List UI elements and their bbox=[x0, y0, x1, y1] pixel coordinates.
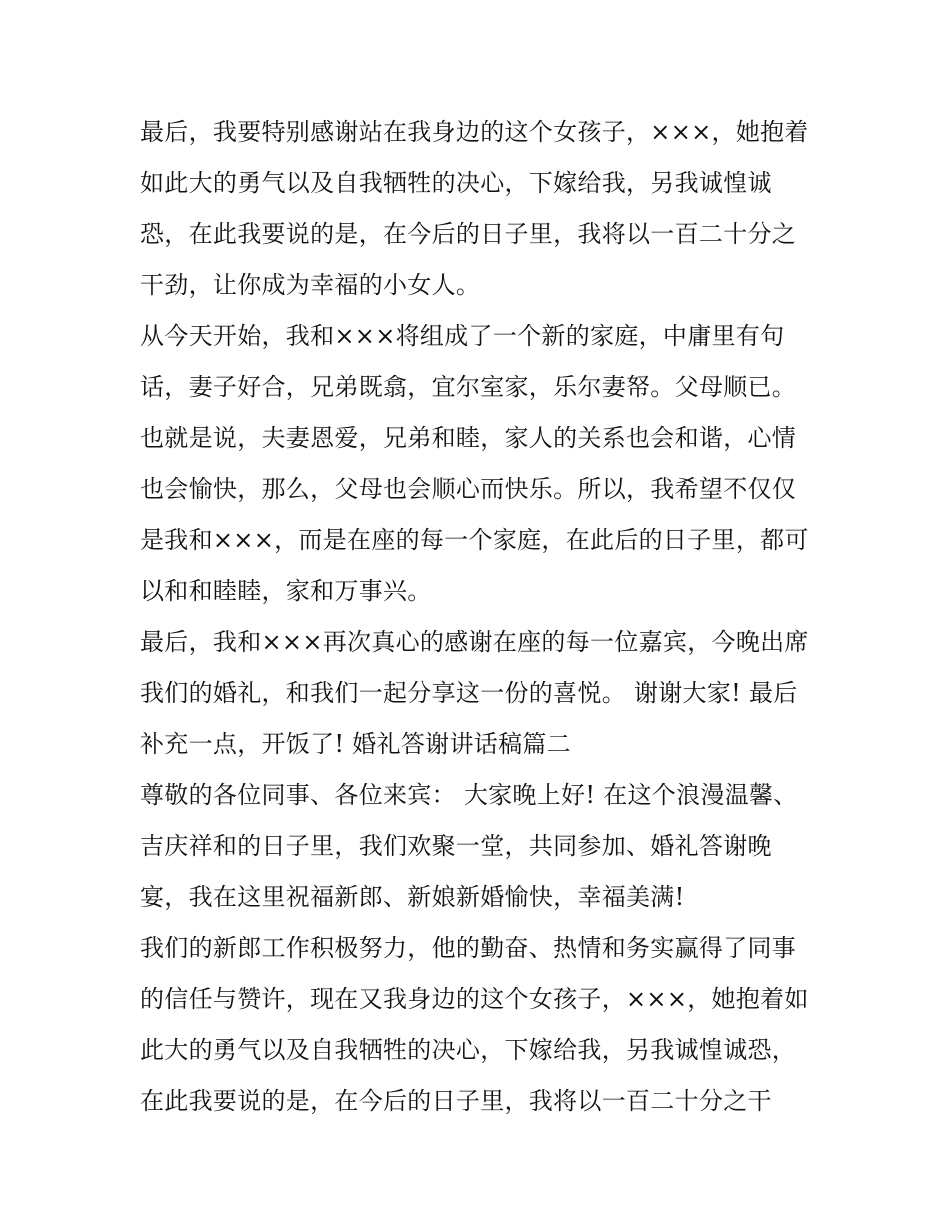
text-line: 宴，我在这里祝福新郎、新娘新婚愉快，幸福美满! bbox=[140, 883, 685, 911]
text-line: 干劲，让你成为幸福的小女人。 bbox=[140, 271, 481, 299]
text-line: 在此我要说的是，在今后的日子里，我将以一百二十分之干 bbox=[140, 1087, 772, 1115]
text-line: 补充一点，开饭了! 婚礼答谢讲话稿篇二 bbox=[140, 730, 571, 758]
text-line: 以和和睦睦，家和万事兴。 bbox=[140, 577, 432, 605]
text-line: 从今天开始，我和×××将组成了一个新的家庭，中庸里有句 bbox=[140, 322, 785, 350]
text-line: 此大的勇气以及自我牺牲的决心，下嫁给我，另我诚惶诚恐， bbox=[140, 1036, 797, 1064]
text-line: 话，妻子好合，兄弟既翕，宜尔室家，乐尔妻帑。父母顺已。 bbox=[140, 373, 797, 401]
text-line: 也会愉快，那么，父母也会顺心而快乐。所以，我希望不仅仅 bbox=[140, 475, 797, 503]
text-line: 最后，我要特别感谢站在我身边的这个女孩子，×××，她抱着 bbox=[140, 118, 809, 146]
text-line: 如此大的勇气以及自我牺牲的决心，下嫁给我，另我诚惶诚 bbox=[140, 169, 772, 197]
text-line: 尊敬的各位同事、各位来宾： 大家晚上好! 在这个浪漫温馨、 bbox=[140, 781, 798, 809]
text-line: 也就是说，夫妻恩爱，兄弟和睦，家人的关系也会和谐，心情 bbox=[140, 424, 797, 452]
text-line: 我们的婚礼，和我们一起分享这一份的喜悦。 谢谢大家! 最后 bbox=[140, 679, 798, 707]
text-line: 最后，我和×××再次真心的感谢在座的每一位嘉宾，今晚出席 bbox=[140, 628, 809, 656]
document-body bbox=[140, 107, 820, 1127]
text-line: 吉庆祥和的日子里，我们欢聚一堂，共同参加、婚礼答谢晚 bbox=[140, 832, 772, 860]
text-line: 是我和×××，而是在座的每一个家庭，在此后的日子里，都可 bbox=[140, 526, 809, 554]
text-line: 的信任与赞许，现在又我身边的这个女孩子，×××，她抱着如 bbox=[140, 985, 809, 1013]
text-line: 我们的新郎工作积极努力，他的勤奋、热情和务实赢得了同事 bbox=[140, 934, 797, 962]
text-line: 恐，在此我要说的是，在今后的日子里，我将以一百二十分之 bbox=[140, 220, 797, 248]
